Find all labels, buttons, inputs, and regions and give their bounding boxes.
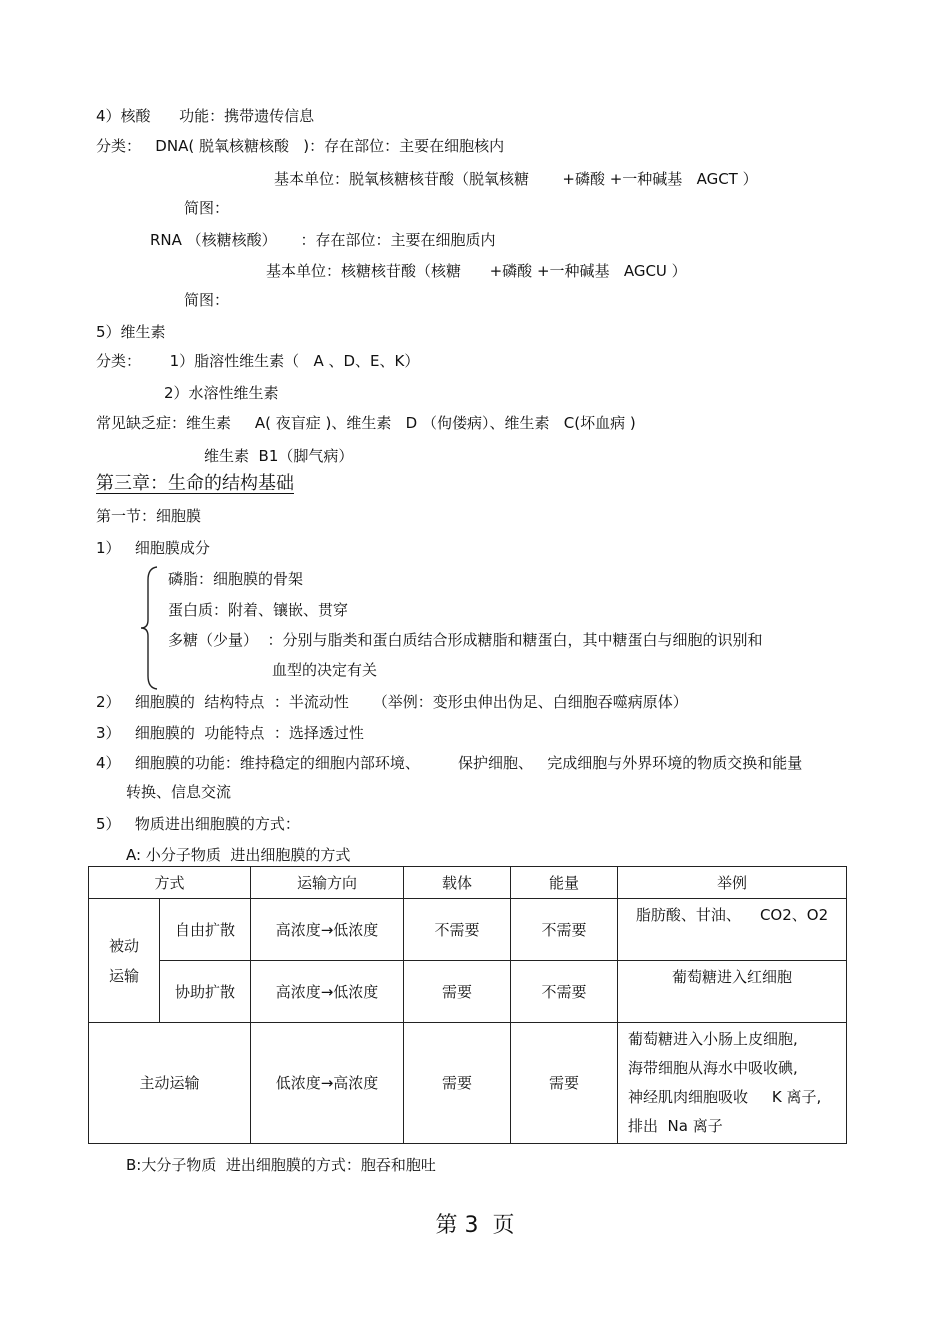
table-row	[89, 1023, 847, 1144]
membrane-item-3: 3） 细胞膜的 功能特点 ：选择透过性	[96, 724, 364, 742]
header-direction: 运输方向	[251, 867, 404, 899]
energy-cell: 不需要	[511, 899, 618, 961]
membrane-item-4-cont: 转换、信息交流	[126, 783, 232, 801]
membrane-item-2: 2） 细胞膜的 结构特点 ：半流动性 （举例：变形虫伸出伪足、白细胞吞噬病原体）	[96, 693, 688, 711]
small-molecule-heading: A: 小分子物质 进出细胞膜的方式	[126, 846, 351, 864]
example-cell: 葡萄糖进入红细胞	[618, 961, 847, 1023]
dna-classification: 分类： DNA( 脱氧核糖核酸 )：存在部位：主要在细胞核内	[96, 137, 505, 155]
direction-cell: 高浓度→低浓度	[251, 899, 404, 961]
example-cell	[618, 1023, 847, 1144]
nucleic-acid-heading: 4）核酸 功能：携带遗传信息	[96, 107, 315, 125]
type-cell: 自由扩散	[160, 899, 251, 961]
example-line: 海带细胞从海水中吸收碘,	[628, 1059, 798, 1077]
component-polysaccharide: 多糖（少量） ：分别与脂类和蛋白质结合形成糖脂和糖蛋白，其中糖蛋白与细胞的识别和	[168, 631, 763, 649]
type-cell: 协助扩散	[160, 961, 251, 1023]
example-line: 葡萄糖进入小肠上皮细胞,	[628, 1030, 798, 1048]
water-soluble-vitamins: 2）水溶性维生素	[164, 384, 279, 402]
table-header-row	[89, 867, 847, 899]
carrier-cell: 不需要	[404, 899, 511, 961]
section-title: 第一节：细胞膜	[96, 507, 202, 525]
chapter-title: 第三章：生命的结构基础	[96, 473, 294, 494]
vitamins-heading: 5）维生素	[96, 323, 166, 341]
rna-diagram-label: 简图：	[184, 291, 230, 309]
header-energy: 能量	[511, 867, 618, 899]
large-molecule-heading: B:大分子物质 进出细胞膜的方式：胞吞和胞吐	[126, 1156, 436, 1174]
transport-table	[88, 866, 847, 1144]
table-row	[89, 961, 847, 1023]
membrane-item-4: 4） 细胞膜的功能：维持稳定的细胞内部环境、 保护细胞、 完成细胞与外界环境的物质交换和能量	[96, 754, 803, 772]
direction-cell: 低浓度→高浓度	[251, 1023, 404, 1144]
passive-transport-label: 被动 运输	[89, 899, 160, 1023]
vitamins-classification: 分类： 1）脂溶性维生素（ A 、D、E、K）	[96, 352, 420, 370]
example-line: 排出 Na 离子	[628, 1117, 723, 1135]
header-method: 方式	[89, 867, 251, 899]
component-phospholipid: 磷脂：细胞膜的骨架	[168, 570, 304, 588]
header-carrier: 载体	[404, 867, 511, 899]
energy-cell: 不需要	[511, 961, 618, 1023]
vitamin-deficiency: 常见缺乏症：维生素 A( 夜盲症 )、维生素 D （佝偻病）、维生素 C(坏血病 )	[96, 414, 636, 432]
energy-cell: 需要	[511, 1023, 618, 1144]
page-number: 第 3 页	[435, 1213, 515, 1238]
carrier-cell: 需要	[404, 961, 511, 1023]
component-polysaccharide-cont: 血型的决定有关	[272, 661, 378, 679]
membrane-item-5: 5） 物质进出细胞膜的方式：	[96, 815, 300, 833]
table-row	[89, 899, 847, 961]
header-example: 举例	[618, 867, 847, 899]
carrier-cell: 需要	[404, 1023, 511, 1144]
rna-classification: RNA （核糖核酸） ：存在部位：主要在细胞质内	[150, 231, 496, 249]
curly-brace	[140, 566, 158, 690]
membrane-item-1: 1） 细胞膜成分	[96, 539, 210, 557]
example-cell: 脂肪酸、甘油、 CO2、O2	[618, 899, 847, 961]
vitamin-deficiency-b1: 维生素 B1（脚气病）	[204, 447, 354, 465]
dna-diagram-label: 简图：	[184, 199, 230, 217]
direction-cell: 高浓度→低浓度	[251, 961, 404, 1023]
example-line: 神经肌肉细胞吸收 K 离子,	[628, 1088, 822, 1106]
component-protein: 蛋白质：附着、镶嵌、贯穿	[168, 601, 349, 619]
dna-basic-unit: 基本单位：脱氧核糖核苷酸（脱氧核糖 +磷酸 +一种碱基 AGCT ）	[274, 170, 758, 188]
rna-basic-unit: 基本单位：核糖核苷酸（核糖 +磷酸 +一种碱基 AGCU ）	[266, 262, 687, 280]
type-cell: 主动运输	[89, 1023, 251, 1144]
